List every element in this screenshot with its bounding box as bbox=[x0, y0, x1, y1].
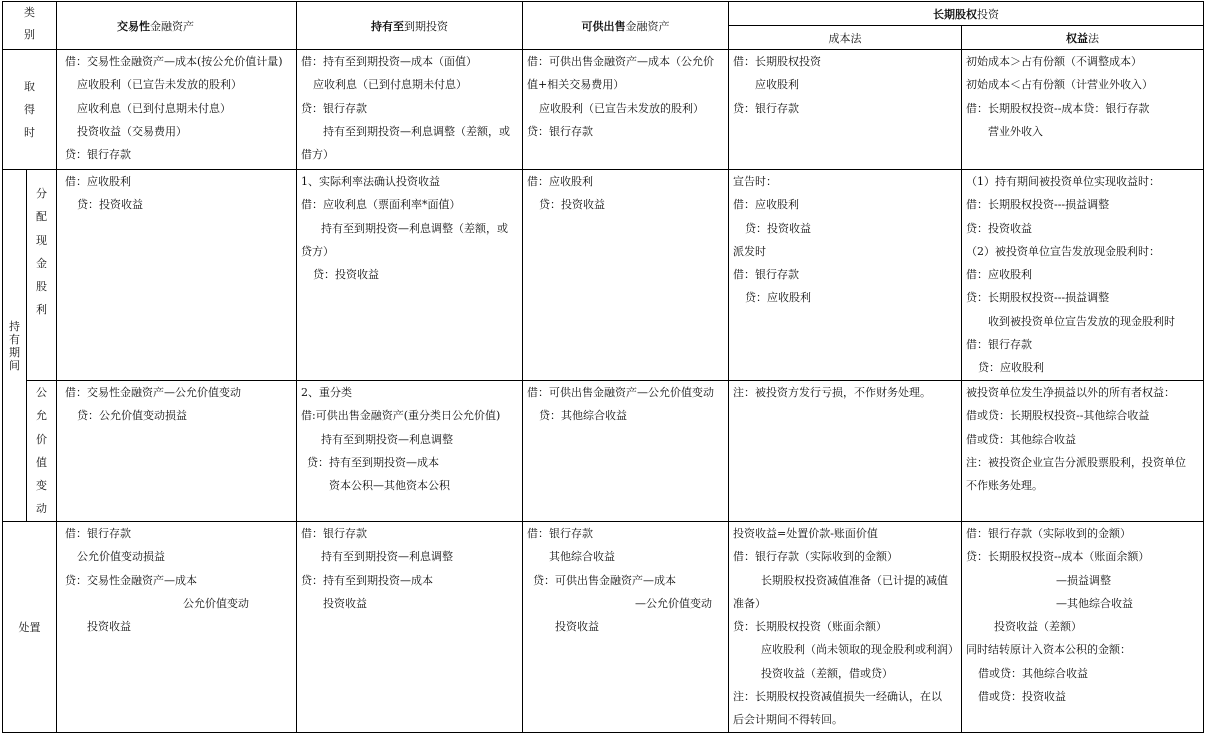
category-char: 利 bbox=[36, 303, 47, 317]
dividend-equity bbox=[962, 170, 1204, 381]
entry-line: 应收股利（已宣告未发放的股利） bbox=[77, 78, 242, 92]
dispose-afs bbox=[523, 522, 729, 733]
header-category-cell bbox=[3, 2, 57, 50]
header-lte-bold: 长期股权 bbox=[933, 7, 977, 21]
acquire-afs bbox=[523, 50, 729, 170]
entry-line: 贷：长期股权投资---损益调整 bbox=[966, 291, 1110, 305]
entry-line: 借或贷：其他综合收益 bbox=[966, 432, 1076, 446]
dispose-trading bbox=[57, 522, 297, 733]
entry-line: —损益调整 bbox=[1056, 573, 1111, 587]
entry-line: 借：银行存款 bbox=[527, 527, 593, 540]
entry-line: 借：交易性金融资产—成本(按公允价值计量) bbox=[65, 55, 283, 68]
category-char: 股 bbox=[36, 280, 47, 294]
header-trading-rest: 金融资产 bbox=[150, 19, 194, 33]
category-char: 值 bbox=[36, 455, 47, 469]
fv-afs bbox=[523, 381, 729, 522]
entry-line: 持有至到期投资—利息调整（差额，或 bbox=[323, 124, 510, 138]
entry-line: 贷：投资收益 bbox=[77, 198, 143, 212]
header-equity-method bbox=[962, 26, 1204, 50]
entry-line: 注：被投资方发行亏损，不作财务处理。 bbox=[733, 386, 931, 399]
entry-line: 贷：交易性金融资产—成本 bbox=[65, 573, 197, 587]
category-char: 得 bbox=[24, 102, 35, 116]
dividend-cost bbox=[729, 170, 962, 381]
category-char: 公 bbox=[36, 386, 47, 399]
category-char: 分 bbox=[36, 187, 47, 200]
dispose-equity bbox=[962, 522, 1204, 733]
entry-line: 贷：公允价值变动损益 bbox=[77, 409, 187, 423]
entry-line: 贷：投资收益 bbox=[313, 268, 379, 282]
entry-line: （1）持有期间被投资单位实现收益时： bbox=[966, 175, 1160, 188]
entry-line: 借方） bbox=[301, 148, 334, 162]
entry-line: 应收利息（已到付息期未付息） bbox=[77, 101, 231, 115]
entry-line: 营业外收入 bbox=[988, 124, 1043, 138]
header-equity-rest: 法 bbox=[1088, 31, 1099, 45]
entry-line: 借：长期股权投资--成本贷：银行存款 bbox=[966, 101, 1150, 115]
entry-line: 值+相关交易费用） bbox=[527, 78, 625, 92]
header-htm-rest: 到期投资 bbox=[404, 19, 448, 33]
entry-line: 投资收益（差额） bbox=[994, 620, 1082, 634]
entry-line: 借：长期股权投资---损益调整 bbox=[966, 198, 1110, 212]
header-category-char: 别 bbox=[24, 28, 35, 41]
category-acquire bbox=[3, 50, 57, 170]
entry-line: 不作账务处理。 bbox=[966, 479, 1043, 493]
entry-line: 公允价值变动损益 bbox=[77, 550, 165, 564]
entry-line: 借：应收利息（票面利率*面值） bbox=[301, 198, 461, 212]
entry-line: 后会计期间不得转回。 bbox=[733, 713, 843, 727]
entry-line: 借:可供出售金融资产(重分类日公允价值) bbox=[301, 409, 501, 423]
category-char: 现 bbox=[36, 233, 47, 247]
entry-line: 贷：银行存款 bbox=[527, 124, 593, 138]
entry-line: 借：银行存款（实际收到的金额） bbox=[733, 550, 898, 564]
entry-line: 公允价值变动 bbox=[183, 596, 249, 610]
category-char: 间 bbox=[9, 358, 20, 372]
category-char: 时 bbox=[24, 126, 35, 140]
entry-line: 投资收益（差额，借或贷） bbox=[761, 666, 893, 680]
entry-line: 2、重分类 bbox=[301, 386, 352, 399]
category-char: 配 bbox=[36, 210, 47, 224]
entry-line: 持有至到期投资—利息调整 bbox=[321, 432, 453, 446]
entry-line: 借：银行存款（实际收到的金额） bbox=[966, 527, 1131, 540]
category-char: 允 bbox=[36, 409, 47, 423]
entry-line: 借：应收股利 bbox=[65, 175, 131, 188]
entry-line: 宣告时： bbox=[733, 175, 777, 188]
entry-line: 借：可供出售金融资产—成本（公允价 bbox=[527, 55, 714, 68]
category-holding bbox=[3, 170, 27, 522]
acquire-cost bbox=[729, 50, 962, 170]
entry-line: 长期股权投资减值准备（已计提的减值 bbox=[761, 573, 948, 587]
accounting-table bbox=[2, 1, 1204, 733]
entry-line: 应收股利 bbox=[755, 78, 799, 92]
entry-line: 贷：可供出售金融资产—成本 bbox=[533, 573, 676, 587]
entry-line: 贷：投资收益 bbox=[966, 221, 1032, 235]
header-afs-rest: 金融资产 bbox=[625, 19, 670, 33]
entry-line: 借：持有至到期投资—成本（面值） bbox=[301, 55, 477, 68]
entry-line: 同时结转原计入资本公积的金额： bbox=[966, 643, 1131, 657]
entry-line: 初始成本＞占有份额（不调整成本） bbox=[966, 55, 1142, 68]
header-equity-bold: 权益 bbox=[1066, 31, 1088, 45]
entry-line: 贷：持有至到期投资—成本 bbox=[307, 455, 439, 469]
entry-line: —公允价值变动 bbox=[635, 596, 712, 610]
category-char: 金 bbox=[36, 256, 47, 270]
entry-line: 持有至到期投资—利息调整（差额，或 bbox=[321, 221, 508, 235]
header-long-term-equity bbox=[729, 2, 1204, 26]
entry-line: 借：银行存款 bbox=[733, 268, 799, 282]
entry-line: 1、实际利率法确认投资收益 bbox=[301, 175, 440, 188]
entry-line: 派发时 bbox=[733, 244, 766, 258]
acquire-equity bbox=[962, 50, 1204, 170]
entry-line: 贷：银行存款 bbox=[65, 148, 131, 162]
row-dispose bbox=[3, 522, 1204, 733]
header-lte-rest: 投资 bbox=[977, 7, 999, 21]
entry-line: 贷：银行存款 bbox=[733, 101, 799, 115]
row-cash-dividend bbox=[3, 170, 1204, 381]
entry-line: 注：被投资企业宣告分派股票股利，投资单位 bbox=[966, 455, 1186, 469]
entry-line: 贷方） bbox=[301, 244, 334, 258]
entry-line: 其他综合收益 bbox=[549, 550, 615, 564]
entry-line: 借或贷：其他综合收益 bbox=[978, 666, 1088, 680]
entry-line: 持有至到期投资—利息调整 bbox=[321, 550, 453, 564]
entry-line: 应收利息（已到付息期未付息） bbox=[313, 78, 467, 92]
header-htm bbox=[297, 2, 523, 50]
entry-line: 贷：银行存款 bbox=[301, 101, 367, 115]
entry-line: 贷：应收股利 bbox=[978, 361, 1044, 375]
entry-line: 贷：长期股权投资--成本（账面余额） bbox=[966, 550, 1150, 564]
header-category-char: 类 bbox=[24, 6, 35, 19]
entry-line: 初始成本＜占有份额（计营业外收入） bbox=[966, 78, 1153, 92]
dividend-trading bbox=[57, 170, 297, 381]
entry-line: 应收股利（尚未领取的现金股利或利润） bbox=[761, 643, 959, 657]
entry-line: 投资收益（交易费用） bbox=[77, 124, 187, 138]
entry-line: 借：应收股利 bbox=[733, 198, 799, 212]
dividend-htm bbox=[297, 170, 523, 381]
header-cost-method: 成本法 bbox=[729, 26, 962, 50]
entry-line: 准备） bbox=[733, 596, 766, 610]
entry-line: —其他综合收益 bbox=[1056, 596, 1133, 610]
entry-line: 借：应收股利 bbox=[527, 175, 593, 188]
category-cash-dividend bbox=[27, 170, 57, 381]
category-char: 有 bbox=[9, 332, 20, 346]
row-fair-value-change bbox=[3, 381, 1204, 522]
entry-line: 资本公积—其他资本公积 bbox=[329, 479, 450, 493]
header-trading bbox=[57, 2, 297, 50]
entry-line: 贷：投资收益 bbox=[745, 221, 811, 235]
entry-line: 投资收益 bbox=[323, 596, 367, 610]
entry-line: 投资收益=处置价款-账面价值 bbox=[733, 527, 878, 540]
entry-line: 借或贷：长期股权投资--其他综合收益 bbox=[966, 409, 1150, 423]
entry-line: 借：交易性金融资产—公允价值变动 bbox=[65, 386, 241, 399]
acquire-trading bbox=[57, 50, 297, 170]
category-char: 变 bbox=[36, 479, 47, 493]
entry-line: 收到被投资单位宣告发放的现金股利时 bbox=[988, 314, 1175, 328]
entry-line: 借：银行存款 bbox=[65, 527, 131, 540]
header-afs-bold: 可供出售 bbox=[581, 19, 626, 33]
entry-line: 借：可供出售金融资产—公允价值变动 bbox=[527, 386, 714, 399]
entry-line: 贷：应收股利 bbox=[745, 291, 811, 305]
row-acquire bbox=[3, 50, 1204, 170]
entry-line: 应收股利（已宣告未发放的股利） bbox=[539, 101, 704, 115]
entry-line: 借：长期股权投资 bbox=[733, 55, 821, 68]
header-afs bbox=[523, 2, 729, 50]
entry-line: 贷：持有至到期投资—成本 bbox=[301, 573, 433, 587]
category-char: 动 bbox=[36, 502, 47, 516]
entry-line: 借或贷：投资收益 bbox=[978, 690, 1066, 704]
header-row bbox=[3, 2, 1204, 26]
header-trading-bold: 交易性 bbox=[117, 19, 150, 33]
category-char: 价 bbox=[36, 432, 47, 446]
entry-line: 贷：其他综合收益 bbox=[539, 409, 627, 423]
category-char: 期 bbox=[9, 345, 20, 359]
fv-htm bbox=[297, 381, 523, 522]
fv-equity bbox=[962, 381, 1204, 522]
entry-line: 投资收益 bbox=[87, 620, 131, 634]
category-char: 取 bbox=[24, 79, 35, 93]
acquire-htm bbox=[297, 50, 523, 170]
dispose-cost bbox=[729, 522, 962, 733]
dispose-htm bbox=[297, 522, 523, 733]
fv-trading bbox=[57, 381, 297, 522]
dividend-afs bbox=[523, 170, 729, 381]
entry-line: （2）被投资单位宣告发放现金股利时： bbox=[966, 244, 1160, 258]
header-htm-bold: 持有至 bbox=[371, 19, 404, 33]
entry-line: 借：应收股利 bbox=[966, 268, 1032, 282]
entry-line: 注：长期股权投资减值损失一经确认，在以 bbox=[733, 690, 942, 704]
entry-line: 贷：投资收益 bbox=[539, 198, 605, 212]
category-char: 持 bbox=[9, 319, 20, 333]
entry-line: 被投资单位发生净损益以外的所有者权益： bbox=[966, 386, 1175, 399]
fv-cost bbox=[729, 381, 962, 522]
entry-line: 贷：长期股权投资（账面余额） bbox=[733, 620, 887, 634]
category-dispose: 处置 bbox=[3, 522, 57, 733]
category-fair-value-change bbox=[27, 381, 57, 522]
entry-line: 投资收益 bbox=[555, 620, 599, 634]
entry-line: 借：银行存款 bbox=[301, 527, 367, 540]
entry-line: 借：银行存款 bbox=[966, 338, 1032, 352]
